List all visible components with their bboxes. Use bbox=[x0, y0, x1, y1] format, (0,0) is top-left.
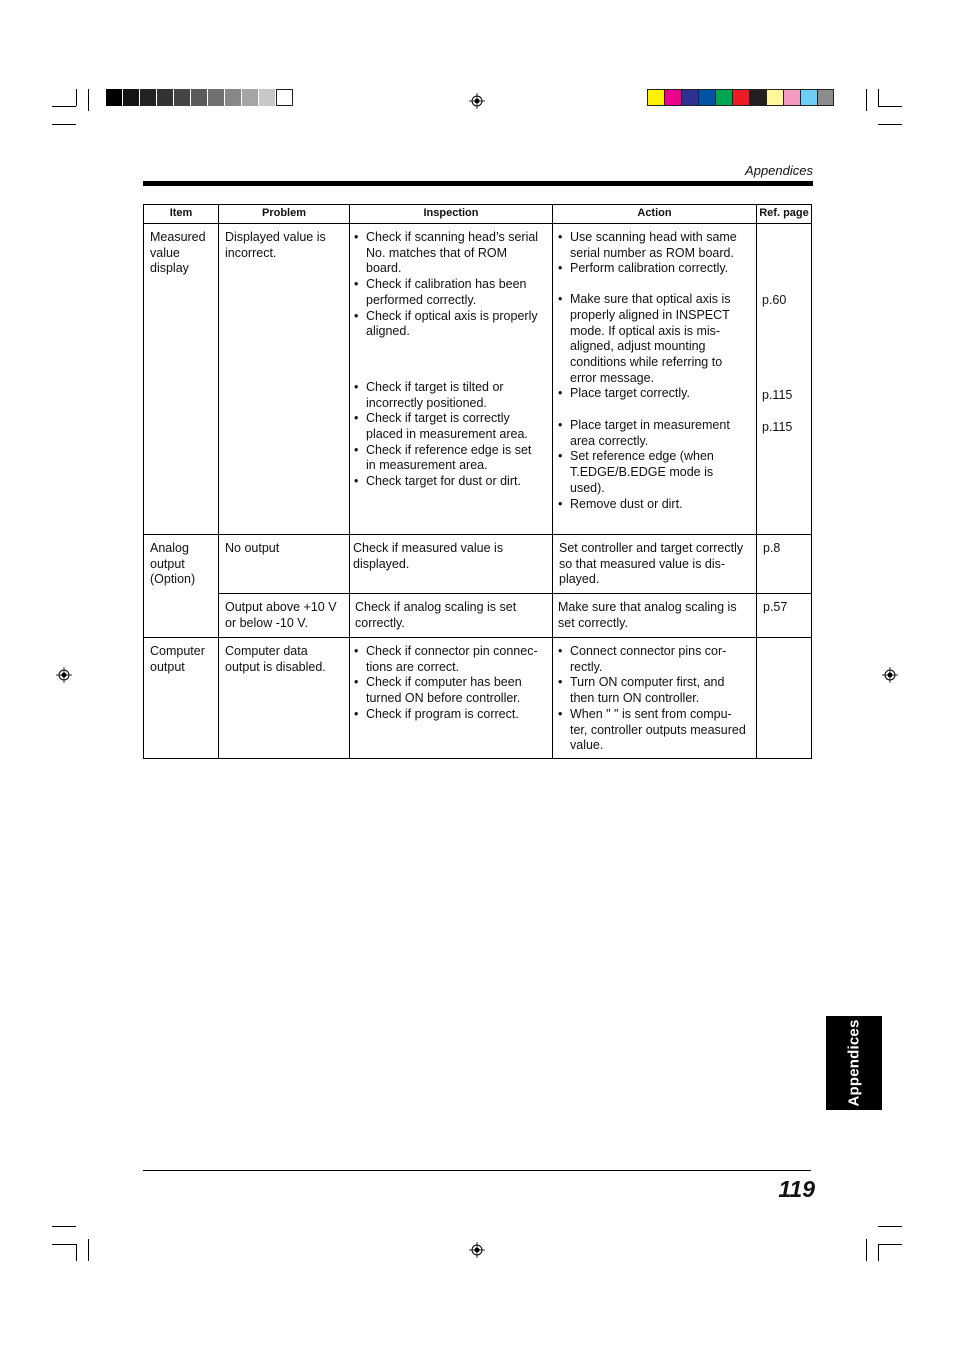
ref-page-cell bbox=[757, 224, 812, 535]
problem-text: Computer data bbox=[225, 644, 308, 658]
list-item: • Check if reference edge is set in measurement area. bbox=[353, 443, 549, 474]
ref-page-text: p.115 bbox=[762, 388, 793, 402]
problem-cell bbox=[219, 535, 350, 594]
item-text: Computer bbox=[150, 644, 205, 658]
list-item: • Check if connector pin connec- tions are correct. bbox=[353, 644, 549, 675]
ref-page-text: p.60 bbox=[762, 293, 787, 307]
list-item: • Turn ON computer first, and then turn ON controller. bbox=[557, 675, 756, 706]
problem-cell bbox=[219, 638, 350, 759]
list-item: • Place target correctly. bbox=[557, 386, 753, 402]
inspection-cell: Check if measured value is displayed. bbox=[350, 535, 553, 594]
color-swatch bbox=[276, 89, 293, 106]
inspection-cell: Check if analog scaling is set correctly. bbox=[350, 594, 553, 638]
color-swatch bbox=[783, 89, 800, 106]
ref-page-text: p.115 bbox=[762, 420, 793, 434]
table-row bbox=[144, 594, 812, 638]
color-swatch bbox=[191, 89, 208, 106]
list-item: • Check if program is correct. bbox=[353, 707, 549, 723]
color-swatch bbox=[259, 89, 276, 106]
troubleshooting-table bbox=[143, 204, 812, 759]
table-row bbox=[144, 638, 812, 759]
list-item: • Place target in measurement area correctly. bbox=[557, 418, 753, 449]
list-item: • Check if computer has been turned ON before controller. bbox=[353, 675, 549, 706]
registration-mark-icon bbox=[469, 93, 485, 109]
item-cell bbox=[144, 535, 219, 638]
registration-mark-icon bbox=[882, 667, 898, 683]
registration-mark-icon bbox=[469, 1242, 485, 1258]
column-header-ref-page: Ref. page bbox=[757, 205, 812, 224]
item-text: value bbox=[150, 245, 180, 260]
side-tab-label: Appendices bbox=[845, 1019, 863, 1107]
action-cell bbox=[553, 224, 757, 535]
page-number: 119 bbox=[778, 1176, 815, 1202]
ref-page-text: p.57 bbox=[763, 600, 788, 614]
list-item: • Perform calibration correctly. bbox=[557, 261, 753, 277]
problem-cell bbox=[219, 224, 350, 535]
problem-text: No output bbox=[225, 541, 280, 555]
column-header-item: Item bbox=[144, 205, 219, 224]
registration-mark-icon bbox=[56, 667, 72, 683]
color-swatch bbox=[681, 89, 698, 106]
section-header-label: Appendices bbox=[745, 163, 813, 178]
header-rule bbox=[143, 181, 813, 186]
color-swatch bbox=[123, 89, 140, 106]
color-swatch bbox=[800, 89, 817, 106]
problem-text: Output above +10 V bbox=[225, 600, 337, 614]
item-cell bbox=[144, 224, 219, 535]
color-swatch bbox=[715, 89, 732, 106]
color-swatch bbox=[242, 89, 259, 106]
list-item: • Set reference edge (when T.EDGE/B.EDGE mode is used). bbox=[557, 449, 753, 496]
item-text: (Option) bbox=[150, 572, 196, 587]
problem-text: output is disabled. bbox=[225, 659, 326, 674]
ref-page-text: p.8 bbox=[763, 541, 781, 555]
action-cell bbox=[553, 638, 757, 759]
item-text: output bbox=[150, 659, 185, 674]
list-item: • Make sure that optical axis is properly aligned in INSPECT mode. If optical axis is mis- aligned, adjust mounting conditions while referring to error message. bbox=[557, 292, 753, 386]
ref-page-cell bbox=[757, 638, 812, 759]
list-item: • Check if calibration has been performed correctly. bbox=[353, 277, 549, 308]
problem-text: Displayed value is bbox=[225, 230, 326, 244]
footer-rule bbox=[143, 1170, 811, 1171]
problem-text: incorrect. bbox=[225, 245, 277, 260]
color-swatch bbox=[140, 89, 157, 106]
list-item: • Check if scanning head’s serial No. matches that of ROM board. bbox=[353, 230, 549, 277]
column-header-action: Action bbox=[553, 205, 757, 224]
table-header-row bbox=[144, 205, 812, 224]
color-calibration-bar bbox=[647, 89, 834, 106]
item-text: Measured bbox=[150, 230, 206, 244]
grayscale-calibration-bar bbox=[106, 89, 293, 106]
color-swatch bbox=[817, 89, 834, 106]
color-swatch bbox=[106, 89, 123, 106]
list-item: • When " " is sent from compu- ter, controller outputs measured value. bbox=[557, 707, 756, 754]
item-text: display bbox=[150, 261, 189, 276]
list-item: • Check if target is tilted or incorrectly positioned. bbox=[353, 380, 549, 411]
color-swatch bbox=[157, 89, 174, 106]
ref-page-cell bbox=[757, 594, 812, 638]
color-swatch bbox=[732, 89, 749, 106]
item-text: Analog bbox=[150, 541, 189, 555]
list-item: • Check if target is correctly placed in measurement area. bbox=[353, 411, 549, 442]
item-cell bbox=[144, 638, 219, 759]
color-swatch bbox=[225, 89, 242, 106]
list-item: • Check target for dust or dirt. bbox=[353, 474, 549, 490]
color-swatch bbox=[749, 89, 766, 106]
column-header-problem: Problem bbox=[219, 205, 350, 224]
item-text: output bbox=[150, 556, 185, 571]
column-header-inspection: Inspection bbox=[350, 205, 553, 224]
section-side-tab bbox=[826, 1016, 882, 1110]
color-swatch bbox=[664, 89, 681, 106]
list-item: • Connect connector pins cor- rectly. bbox=[557, 644, 756, 675]
ref-page-cell bbox=[757, 535, 812, 594]
color-swatch bbox=[766, 89, 783, 106]
problem-text: or below -10 V. bbox=[225, 615, 308, 630]
color-swatch bbox=[174, 89, 191, 106]
action-cell: Make sure that analog scaling is set correctly. bbox=[553, 594, 757, 638]
table-row bbox=[144, 535, 812, 594]
list-item: • Use scanning head with same serial number as ROM board. bbox=[557, 230, 753, 261]
action-cell: Set controller and target correctly so that measured value is dis- played. bbox=[553, 535, 757, 594]
color-swatch bbox=[698, 89, 715, 106]
list-item: • Check if optical axis is properly aligned. bbox=[353, 309, 549, 340]
table-row bbox=[144, 224, 812, 535]
list-item: • Remove dust or dirt. bbox=[557, 497, 753, 513]
color-swatch bbox=[647, 89, 664, 106]
problem-cell bbox=[219, 594, 350, 638]
color-swatch bbox=[208, 89, 225, 106]
inspection-cell bbox=[350, 638, 553, 759]
inspection-cell bbox=[350, 224, 553, 535]
